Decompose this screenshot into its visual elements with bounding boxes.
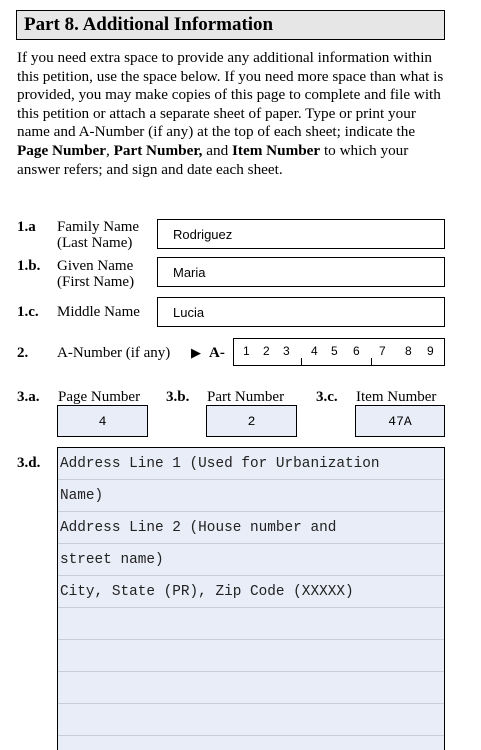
a-number-digit: 9	[427, 344, 434, 358]
a-number-digit: 7	[379, 344, 386, 358]
item-number-3b: 3.b.	[166, 389, 190, 405]
family-name-label-line2: (Last Name)	[57, 235, 133, 251]
instructions-text-4: to which your answer refers; and sign and date each sheet.	[17, 141, 409, 178]
instructions-text-2: ,	[106, 141, 114, 159]
answer-line: City, State (PR), Zip Code (XXXXX)	[58, 576, 444, 608]
family-name-label	[57, 219, 139, 251]
instructions-text-3: and	[202, 141, 232, 159]
part-header: Part 8. Additional Information	[16, 10, 445, 40]
middle-name-label: Middle Name	[57, 304, 140, 320]
a-number-digit: 6	[353, 344, 360, 358]
part-number-field[interactable]: 2	[206, 405, 297, 437]
item-number-2: 2.	[17, 345, 29, 361]
answer-line: street name)	[58, 544, 444, 576]
a-number-prefix: A-	[209, 345, 225, 361]
additional-info-textarea[interactable]	[57, 447, 445, 750]
family-name-label-line1: Family Name	[57, 219, 140, 235]
item-number-label: Item Number	[356, 389, 437, 405]
family-name-field[interactable]: Rodriguez	[157, 219, 445, 249]
instructions-bold-page-number: Page Number	[17, 141, 106, 159]
answer-line: Address Line 2 (House number and	[58, 512, 444, 544]
given-name-label-line1: Given Name	[57, 258, 134, 274]
instructions	[17, 49, 449, 179]
given-name-field[interactable]: Maria	[157, 257, 445, 287]
instructions-bold-item-number: Item Number	[232, 141, 321, 159]
item-number-1a: 1.a	[17, 219, 36, 235]
a-number-field[interactable]	[233, 338, 445, 366]
a-number-digit: 5	[331, 344, 338, 358]
instructions-bold-part-number: Part Number,	[113, 141, 203, 159]
a-number-digit: 8	[405, 344, 412, 358]
item-number-field[interactable]: 47A	[355, 405, 445, 437]
a-number-digit: 4	[311, 344, 318, 358]
a-number-label: A-Number (if any)	[57, 345, 171, 361]
a-number-digit: 2	[263, 344, 270, 358]
instructions-text-1: If you need extra space to provide any additional information within this petition, use the space below. If you need more space than what is provided, you may make copies of this page to complete and file with this petition or attach a separate sheet of paper. Type or print your name and A-Number (if any) at the top of each sheet; indicate the	[17, 49, 444, 141]
answer-line: Name)	[58, 480, 444, 512]
part-number-label: Part Number	[207, 389, 285, 405]
item-number-3d: 3.d.	[17, 455, 41, 471]
a-number-digit: 1	[243, 344, 250, 358]
item-number-3c: 3.c.	[316, 389, 338, 405]
answer-line	[58, 704, 444, 736]
digit-separator	[301, 358, 302, 365]
answer-line: Address Line 1 (Used for Urbanization	[58, 448, 444, 480]
answer-line	[58, 640, 444, 672]
page-number-field[interactable]: 4	[57, 405, 148, 437]
given-name-label-line2: (First Name)	[57, 274, 135, 290]
middle-name-field[interactable]: Lucia	[157, 297, 445, 327]
item-number-1b: 1.b.	[17, 258, 41, 274]
given-name-label	[57, 258, 134, 290]
answer-line	[58, 608, 444, 640]
arrow-right-icon: ▶	[191, 345, 201, 360]
a-number-digit: 3	[283, 344, 290, 358]
item-number-3a: 3.a.	[17, 389, 40, 405]
item-number-1c: 1.c.	[17, 304, 39, 320]
answer-line	[58, 736, 444, 750]
answer-line	[58, 672, 444, 704]
digit-separator	[371, 358, 372, 365]
page-number-label: Page Number	[58, 389, 141, 405]
